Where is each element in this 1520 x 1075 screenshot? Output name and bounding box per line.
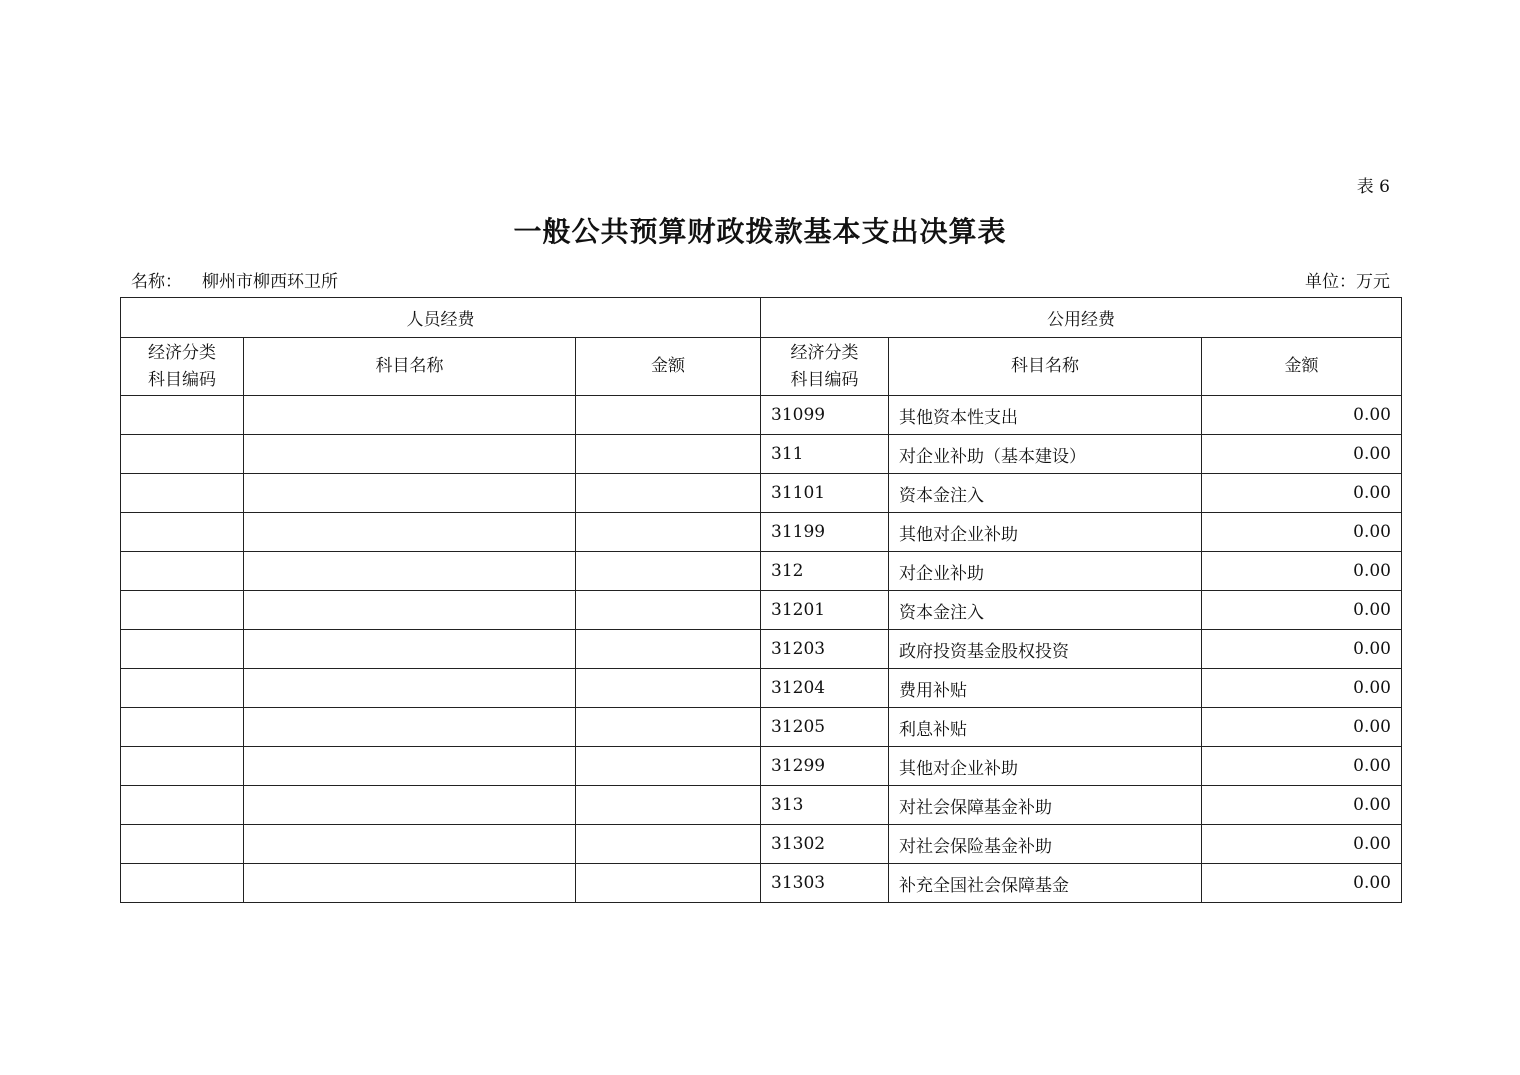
personnel-amount-cell xyxy=(576,474,761,513)
public-subject-cell: 资本金注入 xyxy=(889,591,1202,630)
personnel-amount-cell xyxy=(576,825,761,864)
public-amount-cell: 0.00 xyxy=(1202,591,1402,630)
org-name-label: 名称： xyxy=(131,272,182,292)
table-row xyxy=(121,825,1402,864)
public-subject-cell: 其他对企业补助 xyxy=(889,747,1202,786)
table-row xyxy=(121,552,1402,591)
public-subject-cell: 费用补贴 xyxy=(889,669,1202,708)
personnel-amount-cell xyxy=(576,591,761,630)
personnel-amount-header: 金额 xyxy=(576,338,761,396)
public-amount-cell: 0.00 xyxy=(1202,630,1402,669)
public-subject-cell: 对企业补助（基本建设） xyxy=(889,435,1202,474)
public-amount-cell: 0.00 xyxy=(1202,747,1402,786)
personnel-amount-cell xyxy=(576,747,761,786)
personnel-amount-cell xyxy=(576,786,761,825)
personnel-subject-header: 科目名称 xyxy=(244,338,576,396)
table-row xyxy=(121,396,1402,435)
public-amount-cell: 0.00 xyxy=(1202,435,1402,474)
public-amount-cell: 0.00 xyxy=(1202,669,1402,708)
table-row xyxy=(121,864,1402,903)
public-subject-cell: 对社会保障基金补助 xyxy=(889,786,1202,825)
personnel-amount-cell xyxy=(576,669,761,708)
personnel-subject-cell xyxy=(244,435,576,474)
public-amount-cell: 0.00 xyxy=(1202,786,1402,825)
personnel-subject-cell xyxy=(244,864,576,903)
personnel-amount-cell xyxy=(576,552,761,591)
table-row xyxy=(121,591,1402,630)
public-amount-cell: 0.00 xyxy=(1202,864,1402,903)
personnel-subject-cell xyxy=(244,630,576,669)
personnel-code-cell xyxy=(121,786,244,825)
personnel-code-cell xyxy=(121,396,244,435)
personnel-subject-cell xyxy=(244,474,576,513)
code-header-line1: 经济分类 xyxy=(790,342,859,363)
personnel-code-cell xyxy=(121,474,244,513)
public-code-cell: 31201 xyxy=(761,591,889,630)
public-expenses-header: 公用经费 xyxy=(761,298,1402,338)
public-amount-cell: 0.00 xyxy=(1202,396,1402,435)
personnel-code-cell xyxy=(121,747,244,786)
personnel-subject-cell xyxy=(244,591,576,630)
personnel-subject-cell xyxy=(244,786,576,825)
table-row xyxy=(121,513,1402,552)
public-subject-cell: 对企业补助 xyxy=(889,552,1202,591)
personnel-amount-cell xyxy=(576,630,761,669)
public-subject-cell: 其他对企业补助 xyxy=(889,513,1202,552)
table-row xyxy=(121,669,1402,708)
personnel-subject-cell xyxy=(244,552,576,591)
public-subject-cell: 对社会保险基金补助 xyxy=(889,825,1202,864)
public-amount-cell: 0.00 xyxy=(1202,513,1402,552)
public-amount-cell: 0.00 xyxy=(1202,825,1402,864)
personnel-code-cell xyxy=(121,630,244,669)
public-code-cell: 31302 xyxy=(761,825,889,864)
public-code-header xyxy=(761,338,889,396)
personnel-code-cell xyxy=(121,825,244,864)
personnel-amount-cell xyxy=(576,396,761,435)
public-subject-cell: 补充全国社会保障基金 xyxy=(889,864,1202,903)
public-code-cell: 31099 xyxy=(761,396,889,435)
public-code-cell: 31204 xyxy=(761,669,889,708)
public-subject-header: 科目名称 xyxy=(889,338,1202,396)
table-row xyxy=(121,786,1402,825)
table-row xyxy=(121,474,1402,513)
personnel-subject-cell xyxy=(244,825,576,864)
personnel-amount-cell xyxy=(576,513,761,552)
public-code-cell: 311 xyxy=(761,435,889,474)
personnel-subject-cell xyxy=(244,669,576,708)
public-subject-cell: 政府投资基金股权投资 xyxy=(889,630,1202,669)
table-number: 表 6 xyxy=(1356,177,1390,197)
personnel-code-cell xyxy=(121,591,244,630)
public-code-cell: 31205 xyxy=(761,708,889,747)
unit-label: 单位：万元 xyxy=(1305,272,1390,292)
table-row xyxy=(121,435,1402,474)
personnel-amount-cell xyxy=(576,435,761,474)
table-row xyxy=(121,747,1402,786)
personnel-code-cell xyxy=(121,513,244,552)
personnel-amount-cell xyxy=(576,864,761,903)
public-subject-cell: 利息补贴 xyxy=(889,708,1202,747)
org-name xyxy=(131,267,338,292)
public-code-cell: 31299 xyxy=(761,747,889,786)
org-name-value: 柳州市柳西环卫所 xyxy=(202,272,338,292)
public-amount-cell: 0.00 xyxy=(1202,708,1402,747)
personnel-subject-cell xyxy=(244,747,576,786)
public-subject-cell: 其他资本性支出 xyxy=(889,396,1202,435)
personnel-subject-cell xyxy=(244,396,576,435)
code-header-line1: 经济分类 xyxy=(148,342,216,363)
personnel-code-cell xyxy=(121,552,244,591)
public-subject-cell: 资本金注入 xyxy=(889,474,1202,513)
personnel-expenses-header: 人员经费 xyxy=(121,298,761,338)
table-row xyxy=(121,630,1402,669)
public-amount-cell: 0.00 xyxy=(1202,552,1402,591)
page-title: 一般公共预算财政拨款基本支出决算表 xyxy=(513,215,1007,248)
public-code-cell: 31199 xyxy=(761,513,889,552)
code-header-line2: 科目编码 xyxy=(148,369,216,390)
public-code-cell: 31101 xyxy=(761,474,889,513)
personnel-subject-cell xyxy=(244,708,576,747)
budget-table xyxy=(120,297,1402,903)
public-amount-cell: 0.00 xyxy=(1202,474,1402,513)
public-code-cell: 31303 xyxy=(761,864,889,903)
public-amount-header: 金额 xyxy=(1202,338,1402,396)
personnel-amount-cell xyxy=(576,708,761,747)
code-header-line2: 科目编码 xyxy=(790,369,859,390)
personnel-code-cell xyxy=(121,864,244,903)
personnel-subject-cell xyxy=(244,513,576,552)
public-code-cell: 312 xyxy=(761,552,889,591)
personnel-code-cell xyxy=(121,435,244,474)
public-code-cell: 313 xyxy=(761,786,889,825)
table-row xyxy=(121,708,1402,747)
personnel-code-cell xyxy=(121,669,244,708)
personnel-code-cell xyxy=(121,708,244,747)
public-code-cell: 31203 xyxy=(761,630,889,669)
personnel-code-header xyxy=(121,338,244,396)
